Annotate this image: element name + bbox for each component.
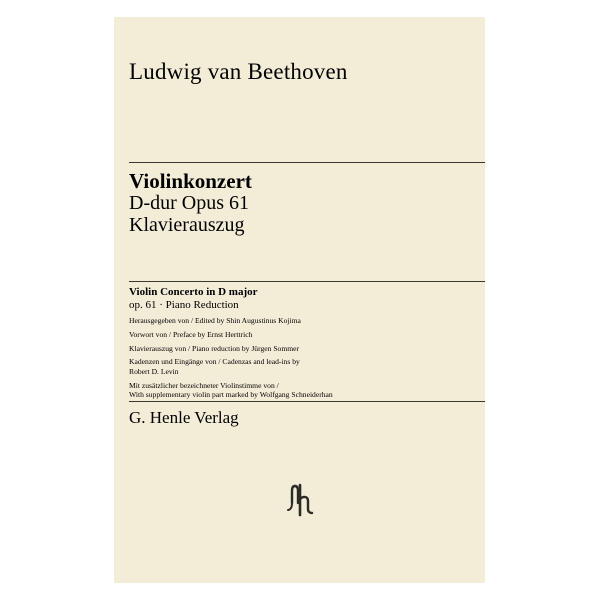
english-title-block — [129, 286, 258, 312]
divider-top — [129, 162, 485, 163]
credit-cadenzas: Kadenzen und Eingänge von / Cadenzas and lead-ins by — [129, 357, 300, 367]
credits-block — [129, 316, 333, 404]
title-block — [129, 170, 252, 236]
credit-preface: Vorwort von / Preface by Ernst Herttrich — [129, 329, 253, 339]
english-title: Violin Concerto in D major — [129, 286, 258, 298]
divider-bottom — [129, 401, 485, 402]
divider-middle — [129, 281, 485, 282]
credit-violin-part-name: With supplementary violin part marked by Wolfgang Schneiderhan — [129, 390, 333, 400]
credit-editor: Herausgegeben von / Edited by Shin Augustinus Kojima — [129, 316, 301, 325]
henle-monogram-logo — [286, 483, 314, 517]
credit-violin-part: Mit zusätzlicher bezeichneter Violinstimme von / — [129, 380, 279, 390]
key-opus: D-dur Opus 61 — [129, 192, 249, 214]
credit-reduction: Klavierauszug von / Piano reduction by Jürgen Sommer — [129, 343, 300, 353]
work-title: Violinkonzert — [129, 169, 252, 193]
edition-type: Klavierauszug — [129, 214, 245, 236]
credit-cadenzas-name: Robert D. Levin — [129, 366, 179, 376]
composer-name: Ludwig van Beethoven — [129, 59, 348, 84]
publisher-name: G. Henle Verlag — [129, 408, 239, 427]
english-subtitle: op. 61 · Piano Reduction — [129, 299, 239, 311]
